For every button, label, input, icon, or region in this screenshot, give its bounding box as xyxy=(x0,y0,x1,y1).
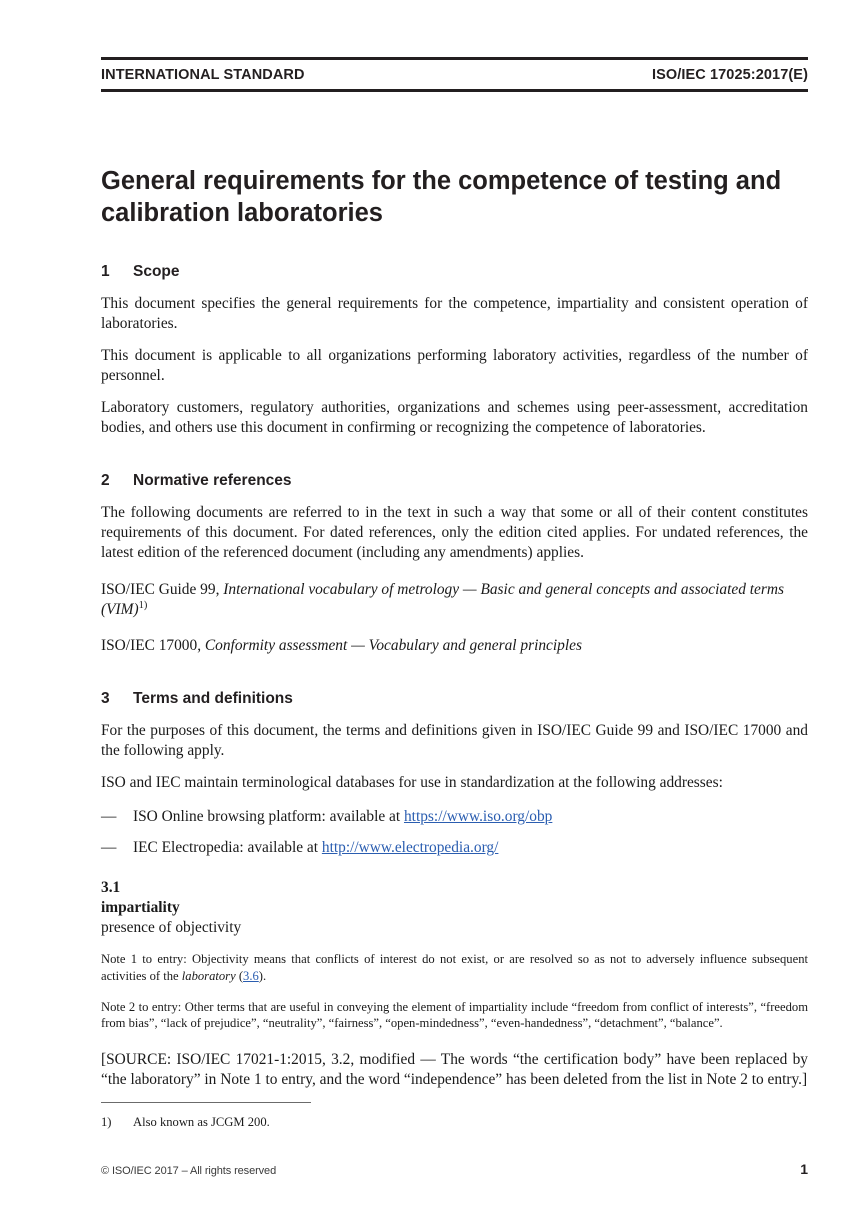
scope-paragraph-1: This document specifies the general requirements for the competence, impartiality and consistent operation of laboratories. xyxy=(101,295,808,333)
page-number: 1 xyxy=(800,1161,808,1177)
term-cross-reference-link[interactable]: 3.6 xyxy=(243,968,259,983)
page-content xyxy=(101,0,808,1090)
list-item xyxy=(101,807,808,827)
clause-heading-3 xyxy=(101,690,808,708)
clause-title-3: Terms and definitions xyxy=(133,690,293,708)
term-source-reference: [SOURCE: ISO/IEC 17021-1:2015, 3.2, modified — The words “the certification body” have been replaced by “the laboratory” in Note 1 to entry, and the word “independence” has been deleted from the list in Note 2 to entry.] xyxy=(101,1051,808,1089)
reference-title: International vocabulary of metrology — Basic and general concepts and associated terms (VIM) xyxy=(101,581,784,619)
list-item xyxy=(101,838,808,858)
iso-obp-link[interactable]: https://www.iso.org/obp xyxy=(403,808,553,826)
term-entry xyxy=(101,878,808,937)
normative-reference-item xyxy=(101,580,808,620)
footnote-separator-rule xyxy=(101,1102,311,1103)
list-item-content xyxy=(133,838,808,858)
reference-designation: ISO/IEC Guide 99, xyxy=(101,581,220,599)
running-header xyxy=(101,57,808,92)
clause-title-2: Normative references xyxy=(133,472,292,490)
footnote-text: Also known as JCGM 200. xyxy=(133,1115,270,1129)
header-standard-number: ISO/IEC 17025:2017(E) xyxy=(651,67,808,83)
reference-title: Conformity assessment — Vocabulary and general principles xyxy=(204,637,582,655)
clause-title-1: Scope xyxy=(133,263,180,281)
term-definition: presence of objectivity xyxy=(101,918,242,936)
term-number: 3.1 xyxy=(101,879,121,897)
term-note-1 xyxy=(101,951,808,984)
term-name: impartiality xyxy=(101,899,180,917)
footnote-reference-marker: 1) xyxy=(138,600,148,612)
note-1-paren-close: ). xyxy=(258,968,267,983)
page-title: General requirements for the competence of testing and calibration laboratories xyxy=(101,167,782,227)
normative-reference-item xyxy=(101,636,808,656)
note-1-text: Note 1 to entry: Objectivity means that conflicts of interest do not exist, or are resolved so as not to adversely influence subsequent activities of the xyxy=(101,952,808,983)
list-item-label: IEC Electropedia: available at xyxy=(133,839,322,857)
iec-electropedia-link[interactable]: http://www.electropedia.org/ xyxy=(321,839,499,857)
note-1-paren-open: ( xyxy=(235,968,244,983)
list-item-content xyxy=(133,807,808,827)
reference-designation: ISO/IEC 17000, xyxy=(101,637,202,655)
clause-number-1: 1 xyxy=(101,263,110,281)
note-1-italic-term: laboratory xyxy=(181,968,236,983)
clause-heading-2 xyxy=(101,472,808,490)
scope-paragraph-3: Laboratory customers, regulatory authorities, organizations and schemes using peer-assessment, accreditation bodies, and others use this document in confirming or recognizing the competence of laboratories. xyxy=(101,399,808,437)
header-standard-type: INTERNATIONAL STANDARD xyxy=(101,67,305,83)
page-footer xyxy=(101,1161,808,1177)
clause-number-2: 2 xyxy=(101,472,110,490)
clause-heading-1 xyxy=(101,263,808,281)
em-dash-bullet-icon: — xyxy=(101,808,117,826)
footnote-entry xyxy=(101,1114,808,1130)
clause-number-3: 3 xyxy=(101,690,110,708)
scope-paragraph-2: This document is applicable to all organizations performing laboratory activities, regardless of the number of personnel. xyxy=(101,347,808,385)
em-dash-bullet-icon: — xyxy=(101,839,117,857)
footnote-area xyxy=(101,1102,808,1130)
normative-references-intro: The following documents are referred to in the text in such a way that some or all of their content constitutes requirements of this document. For dated references, only the edition cited applies. For undated references, the latest edition of the referenced document (including any amendments) applies. xyxy=(101,504,808,562)
list-item-label: ISO Online browsing platform: available at xyxy=(133,808,404,826)
footnote-number: 1) xyxy=(101,1115,112,1129)
terms-paragraph-1: For the purposes of this document, the terms and definitions given in ISO/IEC Guide 99 and ISO/IEC 17000 and the following apply. xyxy=(101,722,808,760)
terms-paragraph-2: ISO and IEC maintain terminological databases for use in standardization at the following addresses: xyxy=(101,774,723,792)
copyright-notice: © ISO/IEC 2017 – All rights reserved xyxy=(101,1165,277,1177)
term-note-2: Note 2 to entry: Other terms that are useful in conveying the element of impartiality include “freedom from conflict of interests”, “freedom from bias”, “lack of prejudice”, “neutrality”, “fairness”, “open-mindedness”, “even-handedness”, “detachment”, “balance”. xyxy=(101,999,808,1031)
